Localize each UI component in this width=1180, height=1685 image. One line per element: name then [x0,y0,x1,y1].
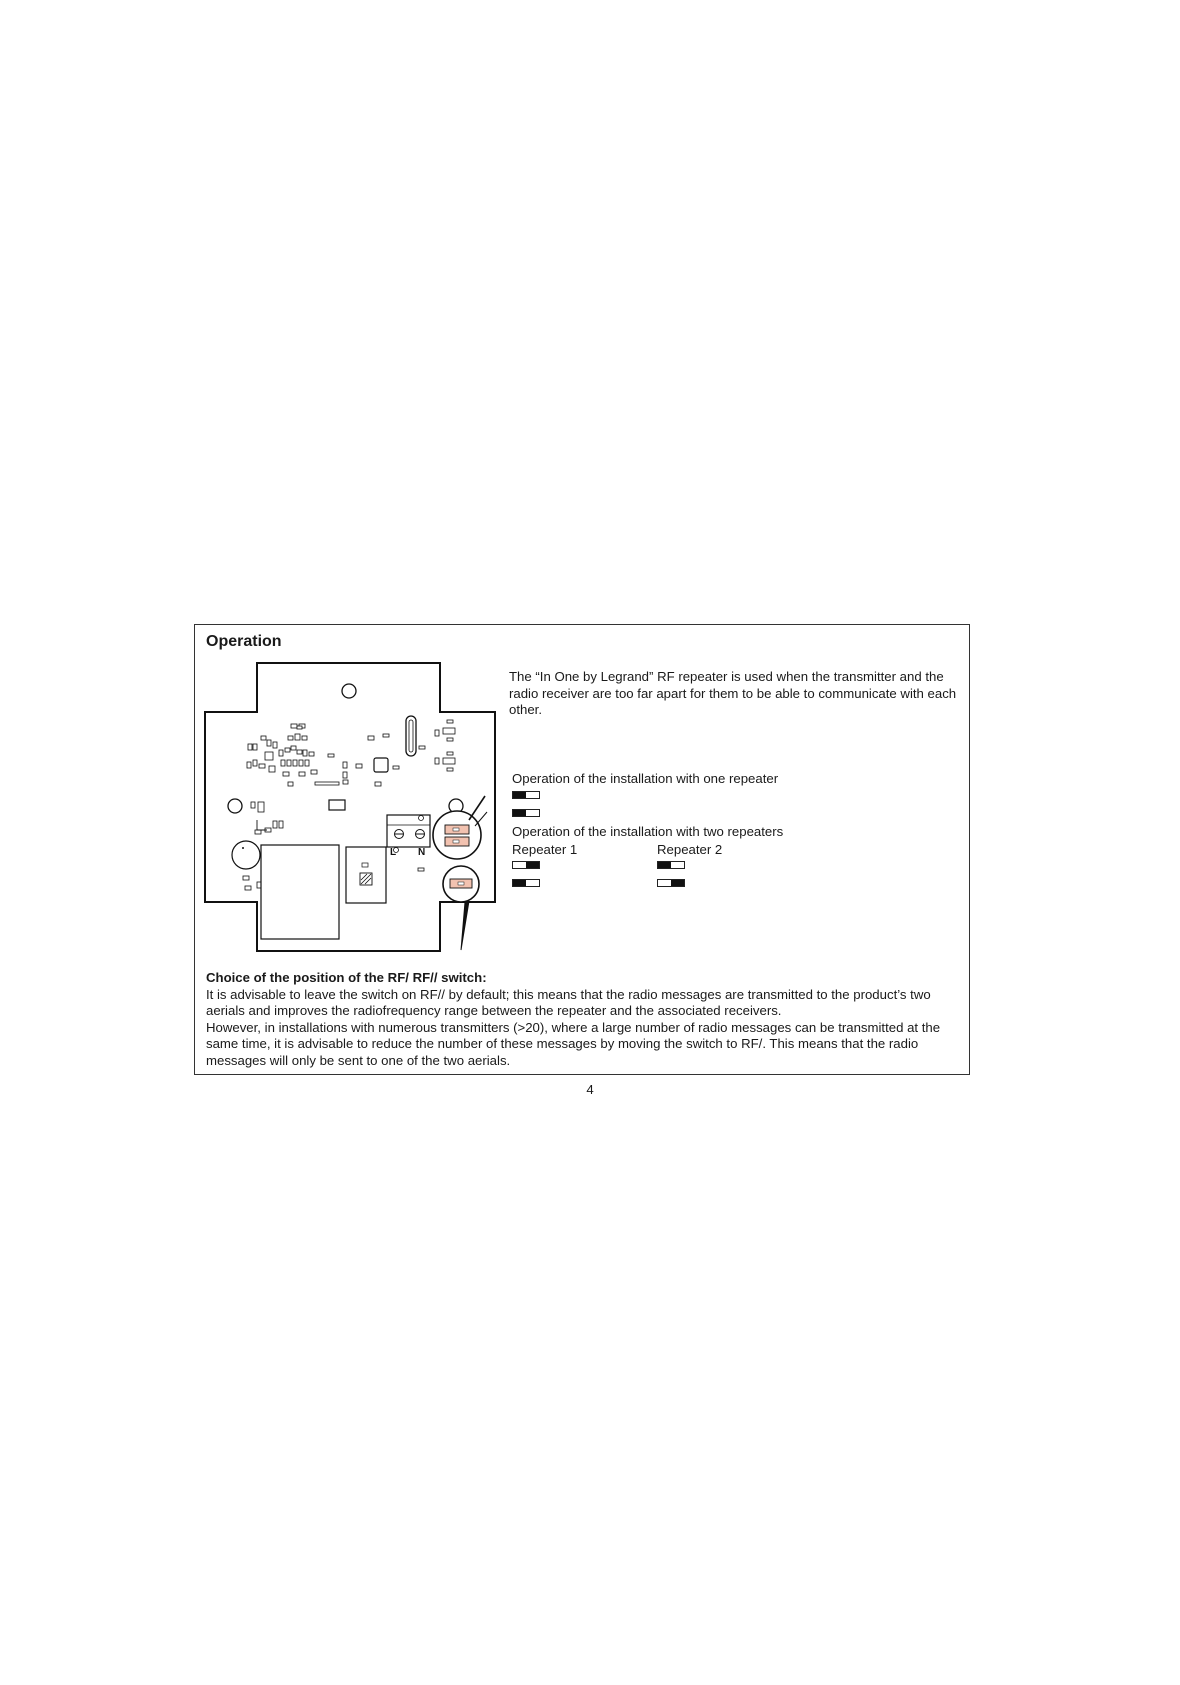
switch-repeater2-2 [657,879,685,887]
switch-repeater1-1 [512,861,540,869]
terminal-l-label: L [390,847,397,858]
intro-paragraph: The “In One by Legrand” RF repeater is used when the transmitter and the radio receiver are too far apart for them to be able to communicate with each other. [509,669,957,717]
repeater-2-label: Repeater 2 [657,842,723,857]
switch-choice-section [206,970,966,1069]
choice-paragraph-2: However, in installations with numerous transmitters (>20), where a large number of radio messages can be transmitted at the same time, it is advisable to reduce the number of these messages by moving the switch to RF/. This means that the radio messages will only be sent to one of the two aerials. [206,1019,941,1068]
page-number: 4 [586,1082,594,1097]
switch-one-repeater-1 [512,791,540,799]
repeater-1-label: Repeater 1 [512,842,578,857]
switch-repeater2-1 [657,861,685,869]
operation-section [194,624,970,1075]
terminal-n-label: N [418,847,426,858]
one-repeater-label: Operation of the installation with one repeater [512,771,779,786]
switch-one-repeater-2 [512,809,540,817]
switch-repeater1-2 [512,879,540,887]
section-title: Operation [206,633,282,650]
choice-heading: Choice of the position of the RF/ RF// switch: [206,970,487,985]
circuit-board-diagram [203,660,503,960]
choice-paragraph-1: It is advisable to leave the switch on RF// by default; this means that the radio messages are transmitted to the product’s two aerials and improves the radiofrequency range between the repeater and the associated receivers. [206,986,931,1018]
two-repeaters-label: Operation of the installation with two repeaters [512,824,784,839]
